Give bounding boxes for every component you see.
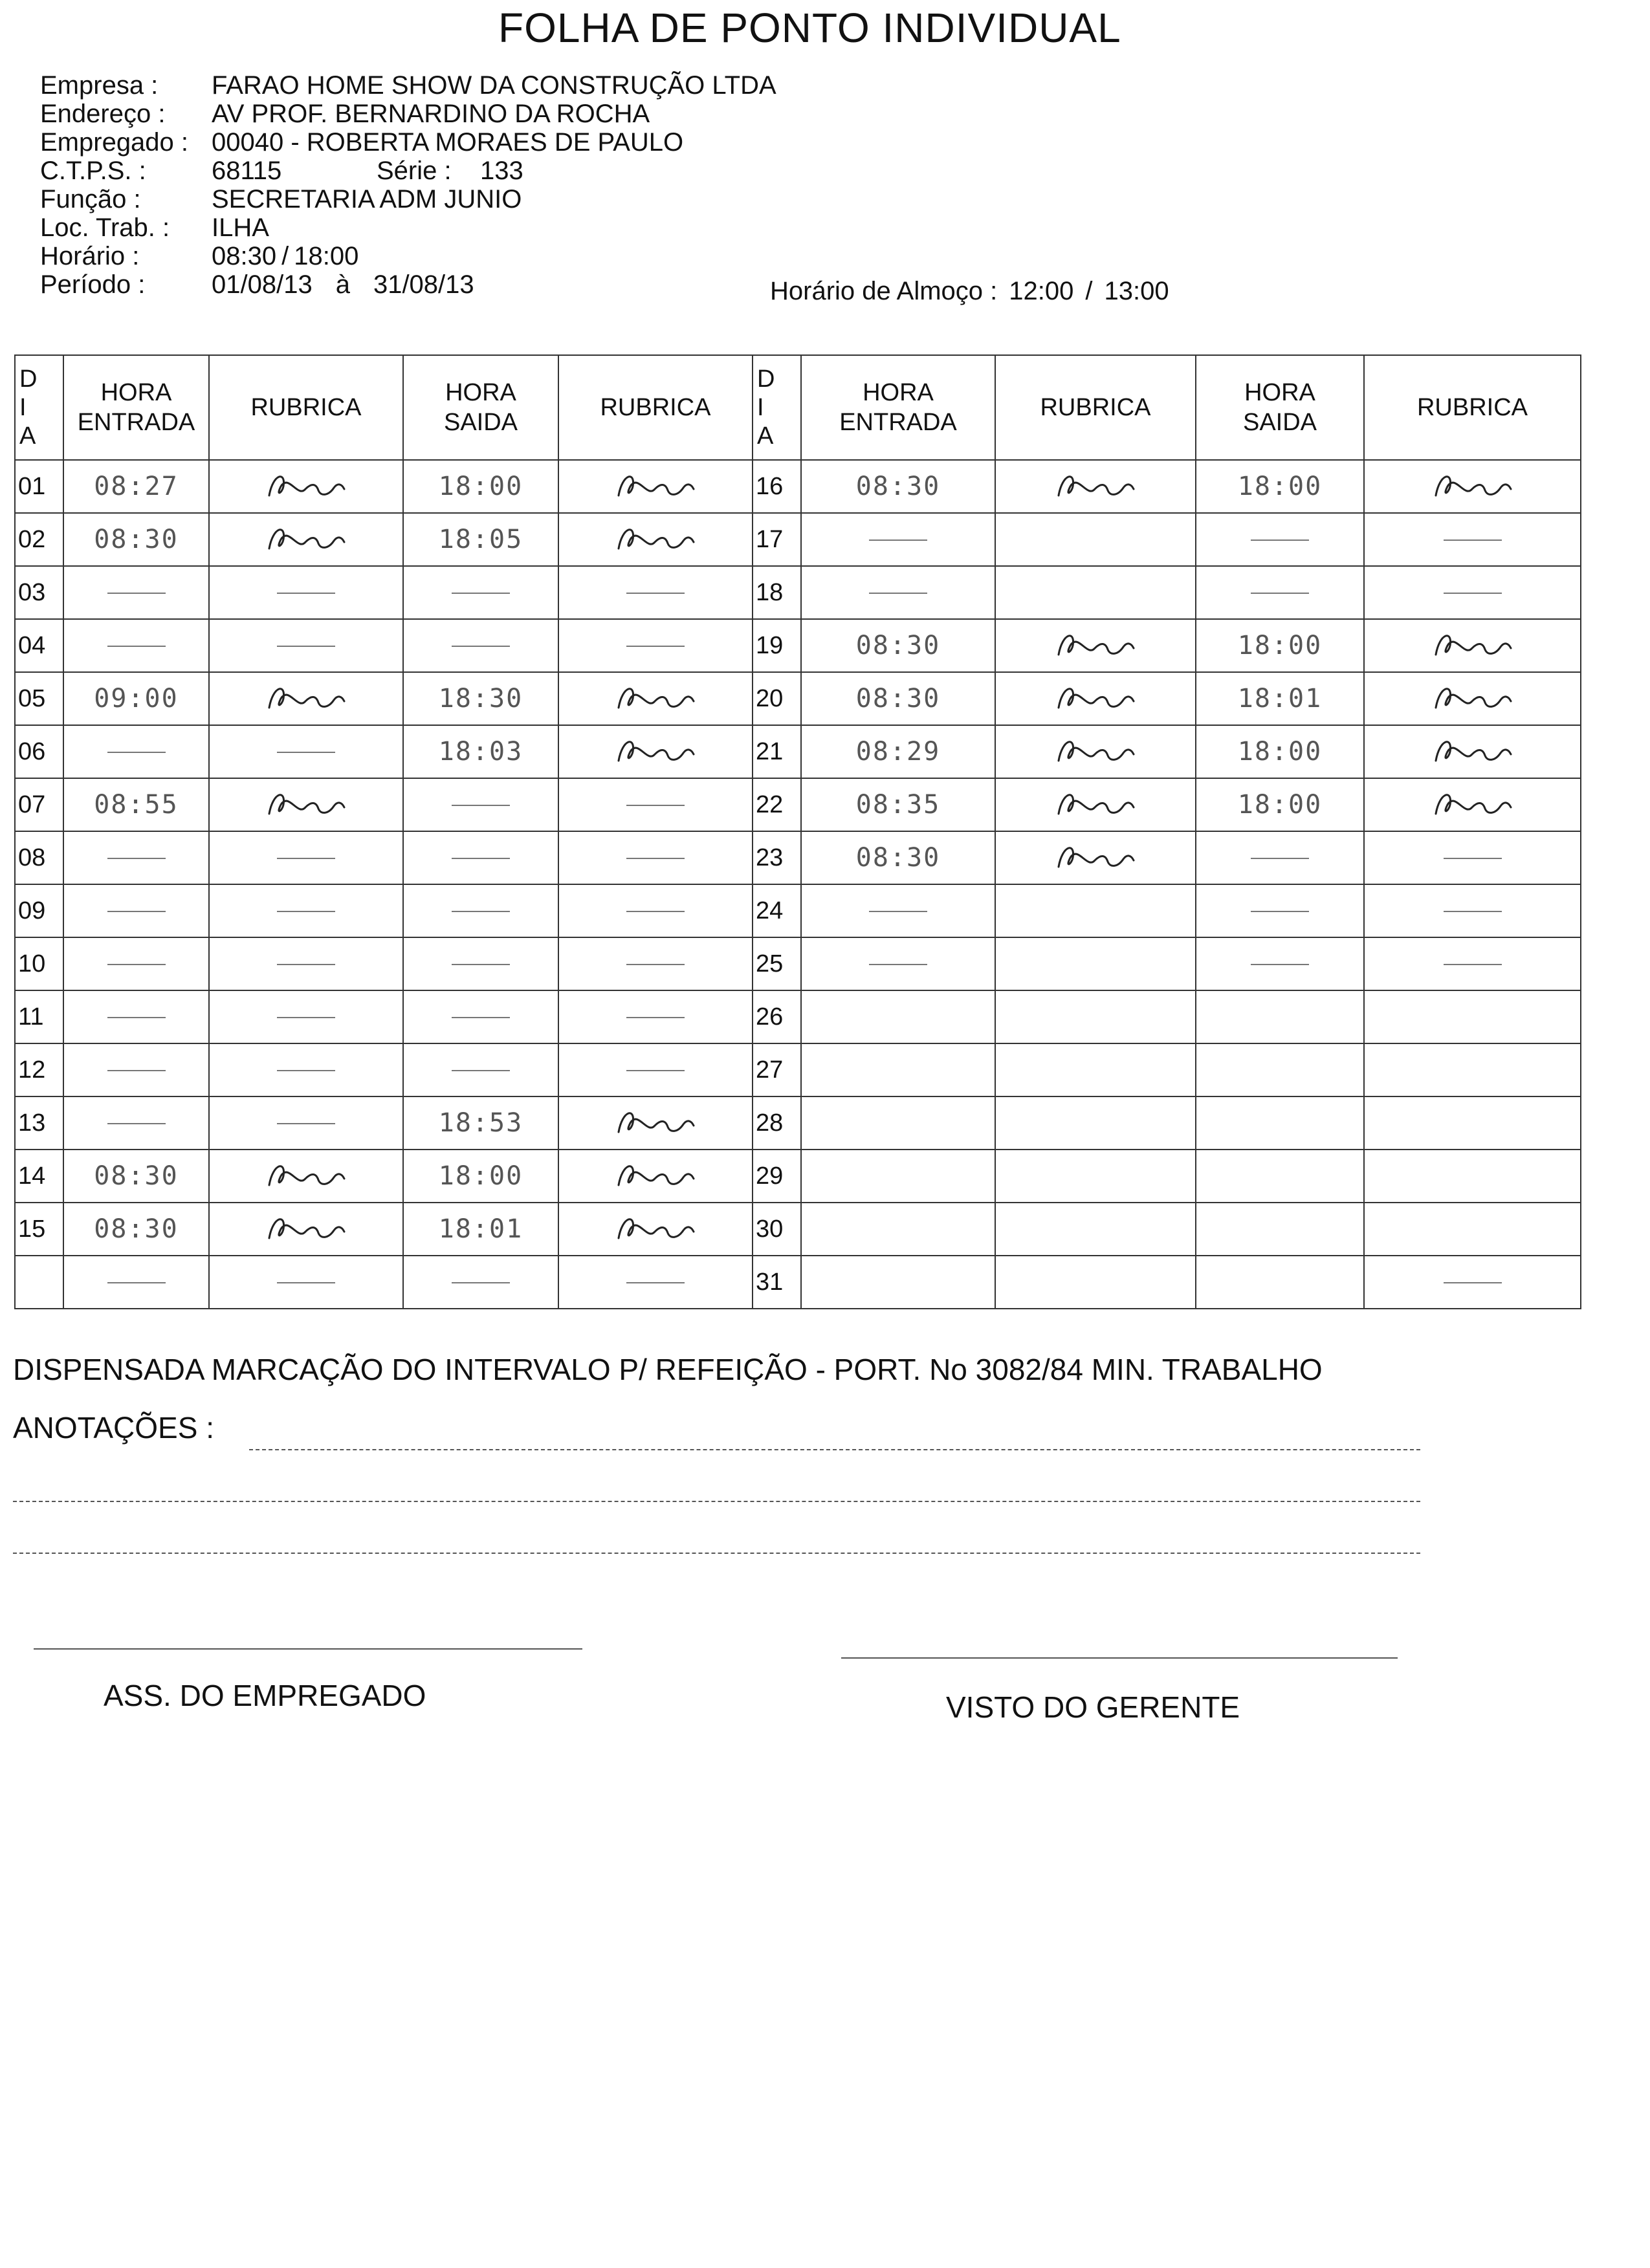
day-cell: 03	[15, 566, 63, 619]
day-cell: 23	[753, 831, 801, 884]
signature-cell	[1364, 778, 1581, 831]
signature-cell	[1364, 1256, 1581, 1309]
signature-cell	[995, 937, 1196, 990]
page-title: FOLHA DE PONTO INDIVIDUAL	[498, 5, 1121, 51]
day-cell: 12	[15, 1043, 63, 1096]
lunch-end: 13:00	[1104, 277, 1169, 305]
entry-time-cell: 08:30	[801, 460, 995, 513]
ctps-label: C.T.P.S. :	[40, 157, 146, 185]
periodo-value: 01/08/13 à 31/08/13	[212, 270, 474, 299]
header-rubrica-left-1: RUBRICA	[209, 355, 403, 460]
entry-time-cell: 08:35	[801, 778, 995, 831]
exit-time-cell: 18:00	[1196, 460, 1364, 513]
exit-time-cell	[1196, 831, 1364, 884]
exit-time-cell	[1196, 1256, 1364, 1309]
exit-time-cell	[403, 990, 558, 1043]
entry-time-cell	[801, 1203, 995, 1256]
signature-cell	[995, 566, 1196, 619]
exit-time-cell	[1196, 1096, 1364, 1150]
periodo-label: Período :	[40, 270, 146, 299]
signature-cell	[558, 1203, 753, 1256]
empty-cell	[558, 1256, 753, 1309]
day-cell: 17	[753, 513, 801, 566]
notes-line-2	[13, 1501, 1420, 1502]
signature-cell	[995, 990, 1196, 1043]
entry-time-cell: 08:27	[63, 460, 209, 513]
entry-time-cell: 08:30	[63, 1150, 209, 1203]
header-rubrica-left-2: RUBRICA	[558, 355, 753, 460]
lunch-time: Horário de Almoço : 12:00 / 13:00	[770, 277, 1169, 305]
entry-time-cell: 08:55	[63, 778, 209, 831]
empty-cell	[209, 1256, 403, 1309]
signature-cell	[209, 672, 403, 725]
exit-time-cell: 18:00	[403, 460, 558, 513]
exit-time-cell	[403, 831, 558, 884]
signature-cell	[1364, 513, 1581, 566]
signature-cell	[1364, 990, 1581, 1043]
table-row	[15, 513, 1581, 566]
day-cell: 27	[753, 1043, 801, 1096]
signature-cell	[995, 513, 1196, 566]
exit-time-cell: 18:53	[403, 1096, 558, 1150]
entry-time-cell	[801, 990, 995, 1043]
exit-time-cell	[403, 778, 558, 831]
signature-cell	[995, 1256, 1196, 1309]
entry-time-cell	[801, 937, 995, 990]
signature-cell	[209, 1043, 403, 1096]
exit-time-cell	[1196, 884, 1364, 937]
day-cell: 14	[15, 1150, 63, 1203]
signature-cell	[558, 1043, 753, 1096]
entry-time-cell: 08:30	[801, 672, 995, 725]
signature-cell	[995, 884, 1196, 937]
horario-value: 08:30 / 18:00	[212, 242, 359, 270]
day-cell: 02	[15, 513, 63, 566]
exit-time-cell	[1196, 1043, 1364, 1096]
serie-value: 133	[480, 157, 523, 185]
entry-time-cell	[801, 1043, 995, 1096]
periodo-end: 31/08/13	[373, 270, 474, 299]
entry-time-cell	[801, 1096, 995, 1150]
entry-time-cell	[63, 1043, 209, 1096]
signature-cell	[209, 513, 403, 566]
day-cell: 08	[15, 831, 63, 884]
horario-in: 08:30	[212, 242, 277, 270]
signature-cell	[558, 937, 753, 990]
signature-cell	[1364, 884, 1581, 937]
signature-cell	[995, 831, 1196, 884]
day-cell: 13	[15, 1096, 63, 1150]
signature-cell	[995, 778, 1196, 831]
empregado-label: Empregado :	[40, 128, 189, 157]
signature-cell	[558, 1096, 753, 1150]
header-dia-left: D I A	[15, 355, 63, 460]
header-hora-entrada-right: HORA ENTRADA	[801, 355, 995, 460]
header-dia-right: D I A	[753, 355, 801, 460]
entry-time-cell	[801, 1256, 995, 1309]
day-cell: 06	[15, 725, 63, 778]
header-hora-saida-right: HORA SAIDA	[1196, 355, 1364, 460]
exit-time-cell	[403, 619, 558, 672]
exit-time-cell: 18:00	[1196, 725, 1364, 778]
break-exemption-notice: DISPENSADA MARCAÇÃO DO INTERVALO P/ REFEIÇÃO - PORT. No 3082/84 MIN. TRABALHO	[13, 1353, 1323, 1386]
signature-cell	[209, 831, 403, 884]
exit-time-cell: 18:01	[403, 1203, 558, 1256]
day-cell: 19	[753, 619, 801, 672]
endereco-value: AV PROF. BERNARDINO DA ROCHA	[212, 100, 650, 128]
horario-out: 18:00	[294, 242, 359, 270]
local-value: ILHA	[212, 213, 269, 242]
entry-time-cell	[63, 884, 209, 937]
signature-cell	[209, 1150, 403, 1203]
signature-cell	[995, 1203, 1196, 1256]
exit-time-cell	[403, 566, 558, 619]
employee-signature-label: ASS. DO EMPREGADO	[104, 1679, 426, 1712]
day-cell: 07	[15, 778, 63, 831]
lunch-start: 12:00	[1009, 277, 1074, 305]
exit-time-cell	[1196, 937, 1364, 990]
signature-cell	[558, 831, 753, 884]
table-row	[15, 937, 1581, 990]
endereco-label: Endereço :	[40, 100, 166, 128]
signature-cell	[209, 460, 403, 513]
day-cell: 01	[15, 460, 63, 513]
horario-label: Horário :	[40, 242, 140, 270]
signature-cell	[995, 725, 1196, 778]
exit-time-cell	[1196, 566, 1364, 619]
signature-cell	[209, 619, 403, 672]
entry-time-cell: 08:29	[801, 725, 995, 778]
signature-cell	[558, 513, 753, 566]
table-row	[15, 1150, 1581, 1203]
exit-time-cell: 18:05	[403, 513, 558, 566]
table-row	[15, 884, 1581, 937]
entry-time-cell	[63, 619, 209, 672]
signature-cell	[558, 725, 753, 778]
entry-time-cell: 08:30	[63, 513, 209, 566]
header-rubrica-right-1: RUBRICA	[995, 355, 1196, 460]
signature-cell	[995, 672, 1196, 725]
day-cell: 09	[15, 884, 63, 937]
table-row	[15, 990, 1581, 1043]
signature-cell	[995, 1043, 1196, 1096]
notes-line-1	[249, 1449, 1420, 1450]
signature-cell	[1364, 725, 1581, 778]
entry-time-cell	[63, 990, 209, 1043]
table-row	[15, 460, 1581, 513]
exit-time-cell	[1196, 513, 1364, 566]
header-hora-entrada-left: HORA ENTRADA	[63, 355, 209, 460]
signature-cell	[209, 778, 403, 831]
day-cell: 31	[753, 1256, 801, 1309]
manager-signature-label: VISTO DO GERENTE	[946, 1690, 1240, 1724]
entry-time-cell	[801, 566, 995, 619]
signature-cell	[1364, 1096, 1581, 1150]
signature-cell	[209, 937, 403, 990]
header-hora-saida-left: HORA SAIDA	[403, 355, 558, 460]
day-cell: 30	[753, 1203, 801, 1256]
table-row	[15, 566, 1581, 619]
day-cell: 29	[753, 1150, 801, 1203]
signature-cell	[558, 778, 753, 831]
table-row	[15, 831, 1581, 884]
day-cell: 04	[15, 619, 63, 672]
signature-cell	[558, 566, 753, 619]
exit-time-cell: 18:00	[1196, 619, 1364, 672]
notes-label: ANOTAÇÕES :	[13, 1411, 214, 1445]
day-cell: 10	[15, 937, 63, 990]
empregado-value: 00040 - ROBERTA MORAES DE PAULO	[212, 128, 684, 157]
day-cell: 15	[15, 1203, 63, 1256]
entry-time-cell	[63, 937, 209, 990]
notes-line-3	[13, 1553, 1420, 1554]
table-row	[15, 672, 1581, 725]
exit-time-cell: 18:00	[1196, 778, 1364, 831]
empresa-value: FARAO HOME SHOW DA CONSTRUÇÃO LTDA	[212, 71, 776, 100]
entry-time-cell: 09:00	[63, 672, 209, 725]
day-cell: 20	[753, 672, 801, 725]
signature-cell	[1364, 619, 1581, 672]
exit-time-cell: 18:01	[1196, 672, 1364, 725]
signature-cell	[558, 619, 753, 672]
empty-cell	[403, 1256, 558, 1309]
exit-time-cell	[403, 884, 558, 937]
entry-time-cell: 08:30	[801, 831, 995, 884]
signature-cell	[209, 566, 403, 619]
table-row	[15, 1256, 1581, 1309]
entry-time-cell	[63, 1096, 209, 1150]
entry-time-cell	[801, 1150, 995, 1203]
exit-time-cell: 18:00	[403, 1150, 558, 1203]
signature-cell	[1364, 831, 1581, 884]
funcao-label: Função :	[40, 185, 141, 213]
signature-cell	[209, 1096, 403, 1150]
signature-cell	[209, 725, 403, 778]
table-row	[15, 778, 1581, 831]
empresa-label: Empresa :	[40, 71, 159, 100]
signature-cell	[1364, 1043, 1581, 1096]
signature-cell	[1364, 460, 1581, 513]
signature-cell	[995, 1096, 1196, 1150]
exit-time-cell	[403, 1043, 558, 1096]
table-row	[15, 619, 1581, 672]
entry-time-cell	[63, 725, 209, 778]
signature-cell	[1364, 937, 1581, 990]
signature-cell	[209, 990, 403, 1043]
signature-cell	[1364, 1150, 1581, 1203]
header-rubrica-right-2: RUBRICA	[1364, 355, 1581, 460]
entry-time-cell: 08:30	[801, 619, 995, 672]
day-cell: 26	[753, 990, 801, 1043]
day-cell: 16	[753, 460, 801, 513]
signature-cell	[558, 884, 753, 937]
table-row	[15, 725, 1581, 778]
local-label: Loc. Trab. :	[40, 213, 170, 242]
ctps-value: 68115	[212, 157, 282, 185]
timesheet-table	[14, 354, 1581, 1309]
signature-cell	[1364, 1203, 1581, 1256]
day-cell: 11	[15, 990, 63, 1043]
empty-cell	[15, 1256, 63, 1309]
day-cell: 28	[753, 1096, 801, 1150]
day-cell: 24	[753, 884, 801, 937]
exit-time-cell	[1196, 1150, 1364, 1203]
entry-time-cell	[63, 831, 209, 884]
signature-cell	[209, 884, 403, 937]
signature-cell	[558, 460, 753, 513]
lunch-label: Horário de Almoço :	[770, 277, 998, 305]
exit-time-cell: 18:30	[403, 672, 558, 725]
exit-time-cell	[403, 937, 558, 990]
table-row	[15, 1203, 1581, 1256]
signature-cell	[558, 1150, 753, 1203]
signature-cell	[995, 1150, 1196, 1203]
entry-time-cell	[801, 884, 995, 937]
day-cell: 18	[753, 566, 801, 619]
empty-cell	[63, 1256, 209, 1309]
entry-time-cell: 08:30	[63, 1203, 209, 1256]
signature-cell	[209, 1203, 403, 1256]
table-row	[15, 1043, 1581, 1096]
signature-cell	[558, 672, 753, 725]
exit-time-cell	[1196, 990, 1364, 1043]
entry-time-cell	[63, 566, 209, 619]
table-row	[15, 1096, 1581, 1150]
periodo-start: 01/08/13	[212, 270, 313, 299]
funcao-value: SECRETARIA ADM JUNIO	[212, 185, 522, 213]
signature-cell	[558, 990, 753, 1043]
exit-time-cell: 18:03	[403, 725, 558, 778]
manager-signature-line	[841, 1657, 1398, 1659]
signature-cell	[1364, 566, 1581, 619]
serie-label: Série :	[377, 157, 452, 185]
day-cell: 25	[753, 937, 801, 990]
entry-time-cell	[801, 513, 995, 566]
day-cell: 22	[753, 778, 801, 831]
day-cell: 21	[753, 725, 801, 778]
signature-cell	[995, 619, 1196, 672]
signature-cell	[1364, 672, 1581, 725]
day-cell: 05	[15, 672, 63, 725]
table-header-row	[15, 355, 1581, 460]
exit-time-cell	[1196, 1203, 1364, 1256]
employee-signature-line	[34, 1648, 582, 1650]
signature-cell	[995, 460, 1196, 513]
